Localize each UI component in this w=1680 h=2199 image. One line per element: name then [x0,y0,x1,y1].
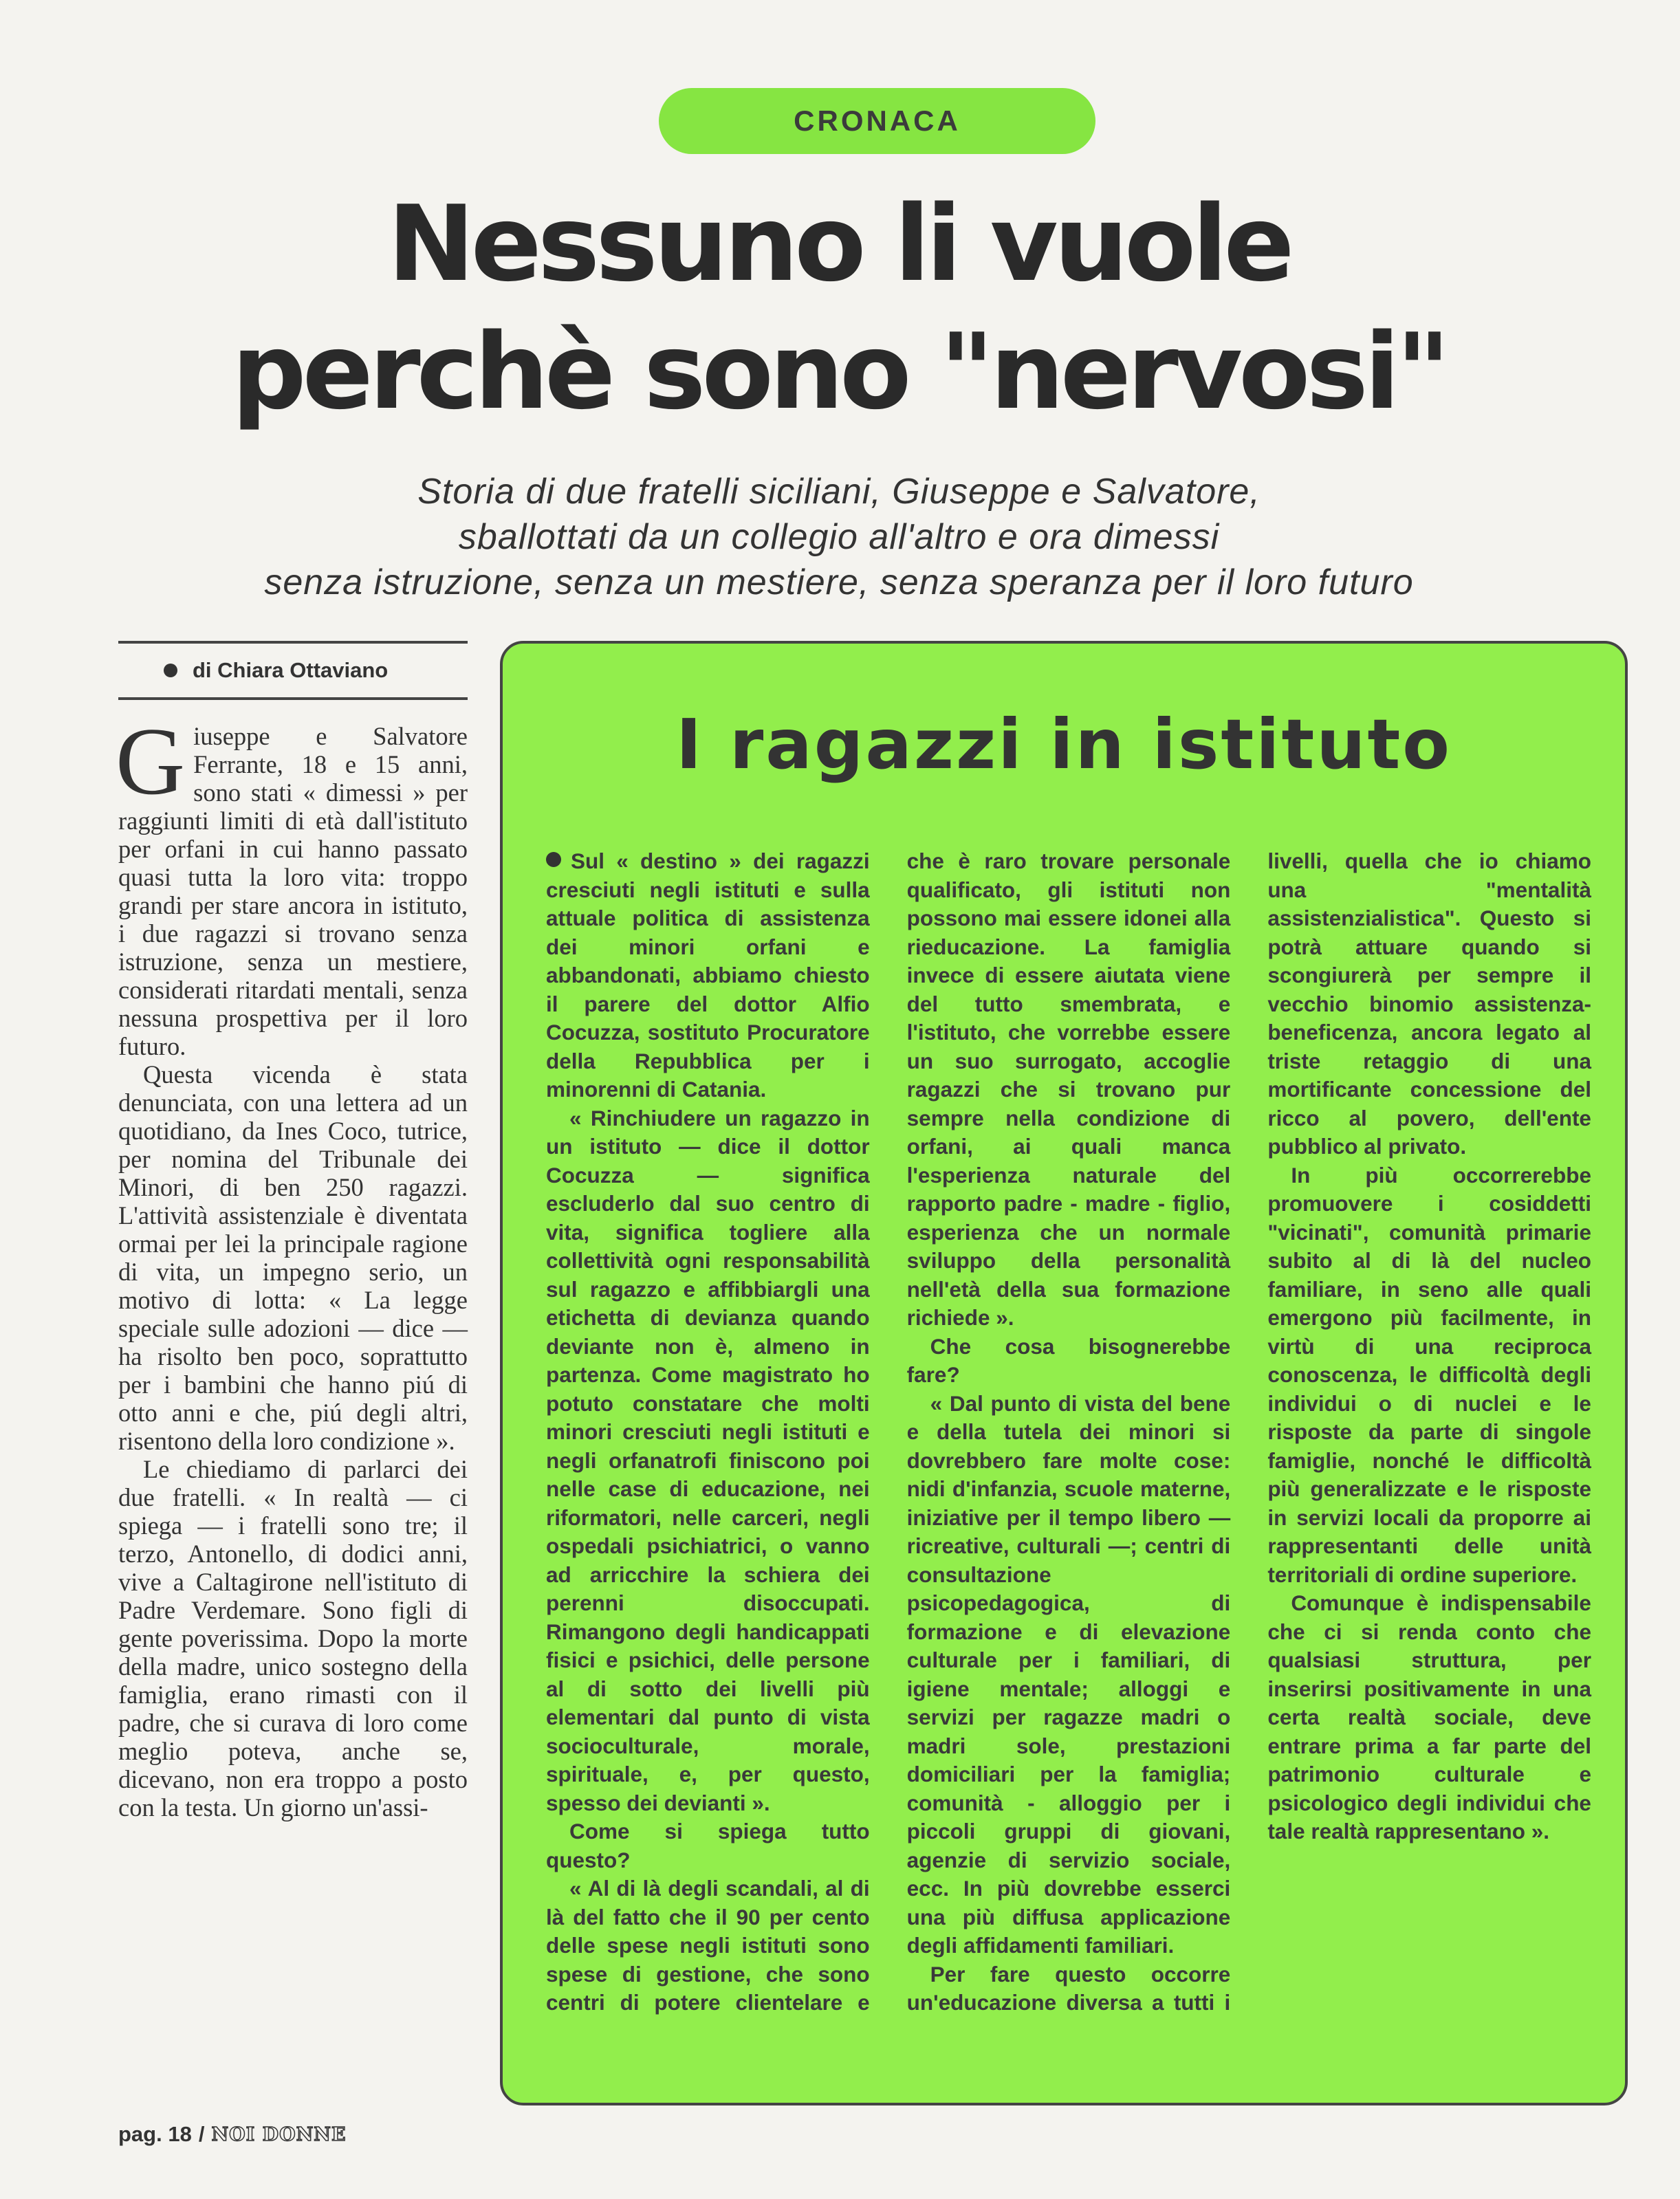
box-question-1: Come si spiega tutto questo? [546,1819,870,1872]
bullet-icon [164,664,177,677]
byline [118,644,468,697]
box-paragraph-6: « Dal punto di vista del bene e della tutela dei minori si dovrebbero fare molte cose: nidi d'infanzia, scuole materne, iniziative per il tempo libero — ricreative, culturali —; centri di consultazione psicopedagogica, di formazione e di elevazione culturale per i familiari, di igiene mentale; alloggi e servizi per ragazze madri o madri sole, prestazioni domiciliari per la famiglia; comunità - alloggio per i piccoli gruppi di giovani, agenzie di servizio sociale, ecc. In più dovrebbe esserci una più diffusa applicazione degli affidamenti familiari. [906,1390,1231,1958]
subtitle [151,469,1527,605]
box-paragraph-1: Sul « destino » dei ragazzi cresciuti negli istituti e sulla attuale politica di assistenza dei minori orfani e abbandonati, abbiamo chiesto il parere del dottor Alfio Cocuzza, sostituto Procuratore della Repubblica per i minorenni di Catania. [546,847,870,1104]
headline-line-2: perchè sono "nervosi" [231,311,1447,433]
byline-block [118,641,468,700]
page-number: pag. 18 [118,2122,192,2146]
section-tag: CRONACA [659,88,1095,154]
sidebar-box [500,641,1628,2105]
article-paragraph-3: Le chiediamo di parlarci dei due fratelli. « In realtà — ci spiega — i fratelli sono tre; il terzo, Antonello, di dodici anni, vive a Caltagirone nell'istituto di Padre Verdemare. Sono figli di gente poverissima. Dopo la morte della madre, unico sostegno della famiglia, erano rimasti con il padre, che si curava di loro come meglio poteva, anche se, dicevano, non era troppo a posto con la testa. Un giorno un'assi- [118,1455,468,1821]
byline-rule-bottom [118,697,468,700]
box-paragraph-7: Per fare questo occorre un'educazione diversa a tutti i livelli, quella che io chiamo una "mentalità assistenzialistica". Questo si potrà attuare quando si scongiurerà per sempre il vecchio binomio assistenza-beneficenza, ancora legato al triste retaggio di una mortificante concessione del ricco al povero, dell'ente pubblico al privato. [906,849,1591,2015]
box-paragraph-8: In più occorrerebbe promuovere i cosiddetti "vicinati", comunità primarie subito al di là del nucleo familiare, in seno alle quali emergono più facilmente, in virtù di una reciproca conoscenza, le difficoltà degli individui o di nuclei e le risposte da parte di singole famiglie, nonché le difficoltà più generalizzate e le risposte in servizi locali da proporre ai rappresentanti delle unità territoriali di ordine superiore. [1267,1162,1591,1587]
headline [138,180,1540,436]
subtitle-line-3: senza istruzione, senza un mestiere, senza speranza per il loro futuro [264,562,1414,602]
page-footer [118,2121,347,2148]
article-paragraph-2: Questa vicenda è stata denunciata, con una lettera ad un quotidiano, da Ines Coco, tutrice, per nomina del Tribunale dei Minori, di ben 250 ragazzi. L'attività assistenziale è diventata ormai per lei la principale ragione di vita, un impegno serio, un motivo di lotta: « La legge speciale sulle adozioni — dice — ha risolto ben poco, soprattutto per i bambini che hanno piú di otto anni e che, piú degli altri, risentono della loro condizione ». [118,1060,468,1455]
box-question-2: Che cosa bisognerebbe fare? [906,1333,1231,1387]
magazine-logo: NOI DONNE [211,2123,347,2145]
box-title: I ragazzi in istituto [675,704,1452,785]
subtitle-line-1: Storia di due fratelli siciliani, Giuseppe e Salvatore, [417,472,1261,512]
box-text [546,847,1591,2044]
article-paragraph-1 [116,708,468,1060]
subtitle-line-2: sballottati da un collegio all'altro e ora dimessi [458,517,1220,557]
box-paragraph-9: Comunque è indispensabile che ci si renda conto che qualsiasi struttura, per inserirsi positivamente in una certa realtà sociale, deve entrare prima a far parte del patrimonio culturale e psicologico degli individui che tale realtà rappresentano ». [1267,1590,1591,1844]
byline-text: di Chiara Ottaviano [193,658,389,682]
article-column [116,708,468,1821]
footer-separator: / [198,2122,205,2146]
article-paragraph-1-text: iuseppe e Salvatore Ferrante, 18 e 15 anni, sono stati « dimessi » per raggiunti limiti di età dall'istituto per orfani in cui hanno passato quasi tutta la loro vita: troppo grandi per stare ancora in istituto, i due ragazzi si trovano senza istruzione, senza un mestiere, considerati ritardati mentali, senza nessuna prospettiva per il loro futuro. [118,722,468,1060]
box-paragraph-2: « Rinchiudere un ragazzo in un istituto — dice il dottor Cocuzza — significa escluderlo dal suo centro di vita, significa togliere alla collettività ogni responsabilità sul ragazzo e affibbiargli una etichetta di devianza quando deviante non è, almeno in partenza. Come magistrato ho potuto constatare che molti minori cresciuti negli istituti e negli orfanatrofi finiscono poi nelle case di educazione, nei riformatori, nelle carceri, negli ospedali psichiatrici, o vanno ad arricchire la schiera dei perenni disoccupati. Rimangono degli handicappati fisici e psichici, delle persone al di sotto dei livelli più elementari dal punto di vista socioculturale, morale, spirituale, e, per questo, spesso dei devianti ». [546,1105,870,1815]
box-paragraph-4: « Al di là degli scandali, al di là del fatto che il 90 per cento delle spese negli istituti sono spese di gestione, che sono centri di potere clientelare e che è raro trovare personale qualificato, gli istituti non possono mai essere idonei alla rieducazione. La famiglia invece di essere aiutata viene del tutto smembrata, e l'istituto, che vorrebbe essere un suo surrogato, accoglie ragazzi che si trovano pur sempre nella condizione di orfani, ai quali manca l'esperienza naturale del rapporto padre - madre - figlio, esperienza che un normale sviluppo della personalità nell'età della sua formazione richiede ». [546,849,1231,2015]
drop-cap: G [116,708,186,815]
headline-line-1: Nessuno li vuole [387,183,1291,305]
